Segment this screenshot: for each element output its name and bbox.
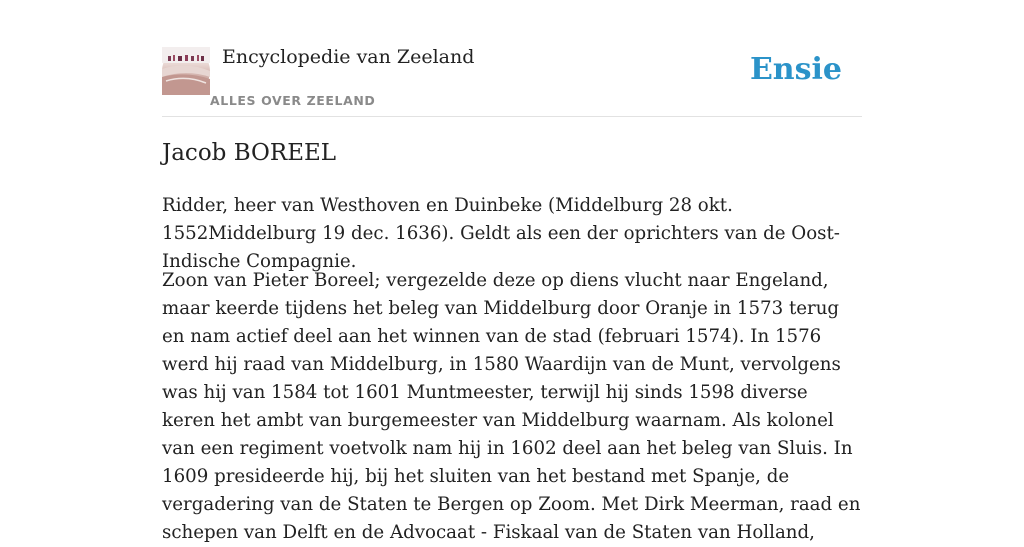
page: [162, 0, 862, 543]
landscape-image-icon: [162, 47, 210, 95]
site-title[interactable]: Encyclopedie van Zeeland: [222, 46, 475, 68]
article-paragraph: Zoon van Pieter Boreel; vergezelde deze op diens vlucht naar Engeland, maar keerde tijdens het beleg van Middelburg door Oranje in 1573 terug en nam actief deel aan het winnen van de stad (februari 1574). In 1576 werd hij raad van Middelburg, in 1580 Waardijn van de Munt, vervolgens was hij van 1584 tot 1601 Muntmeester, terwijl hij sinds 1598 diverse keren het ambt van burgemeester van Middelburg waarnam. Als kolonel van een regiment voetvolk nam hij in 1602 deel aan het beleg van Sluis. In 1609 presideerde hij, bij het sluiten van het bestand met Spanje, de vergadering van de Staten te Bergen op Zoom. Met Dirk Meerman, raad en schepen van Delft en de Advocaat - Fiskaal van de Staten van Holland,: [162, 270, 861, 543]
article-paragraph: Ridder, heer van Westhoven en Duinbeke (Middelburg 28 okt. 1552Middelburg 19 dec. 1636). Geldt als een der oprichters van de Oost-Indische Compagnie.: [162, 195, 840, 272]
ensie-brand-logo[interactable]: Ensie: [749, 52, 842, 87]
site-header: [162, 0, 862, 117]
article-title: Jacob BOREEL: [162, 140, 337, 166]
site-logo-avatar[interactable]: [162, 47, 210, 95]
site-subtitle: ALLES OVER ZEELAND: [210, 93, 376, 108]
